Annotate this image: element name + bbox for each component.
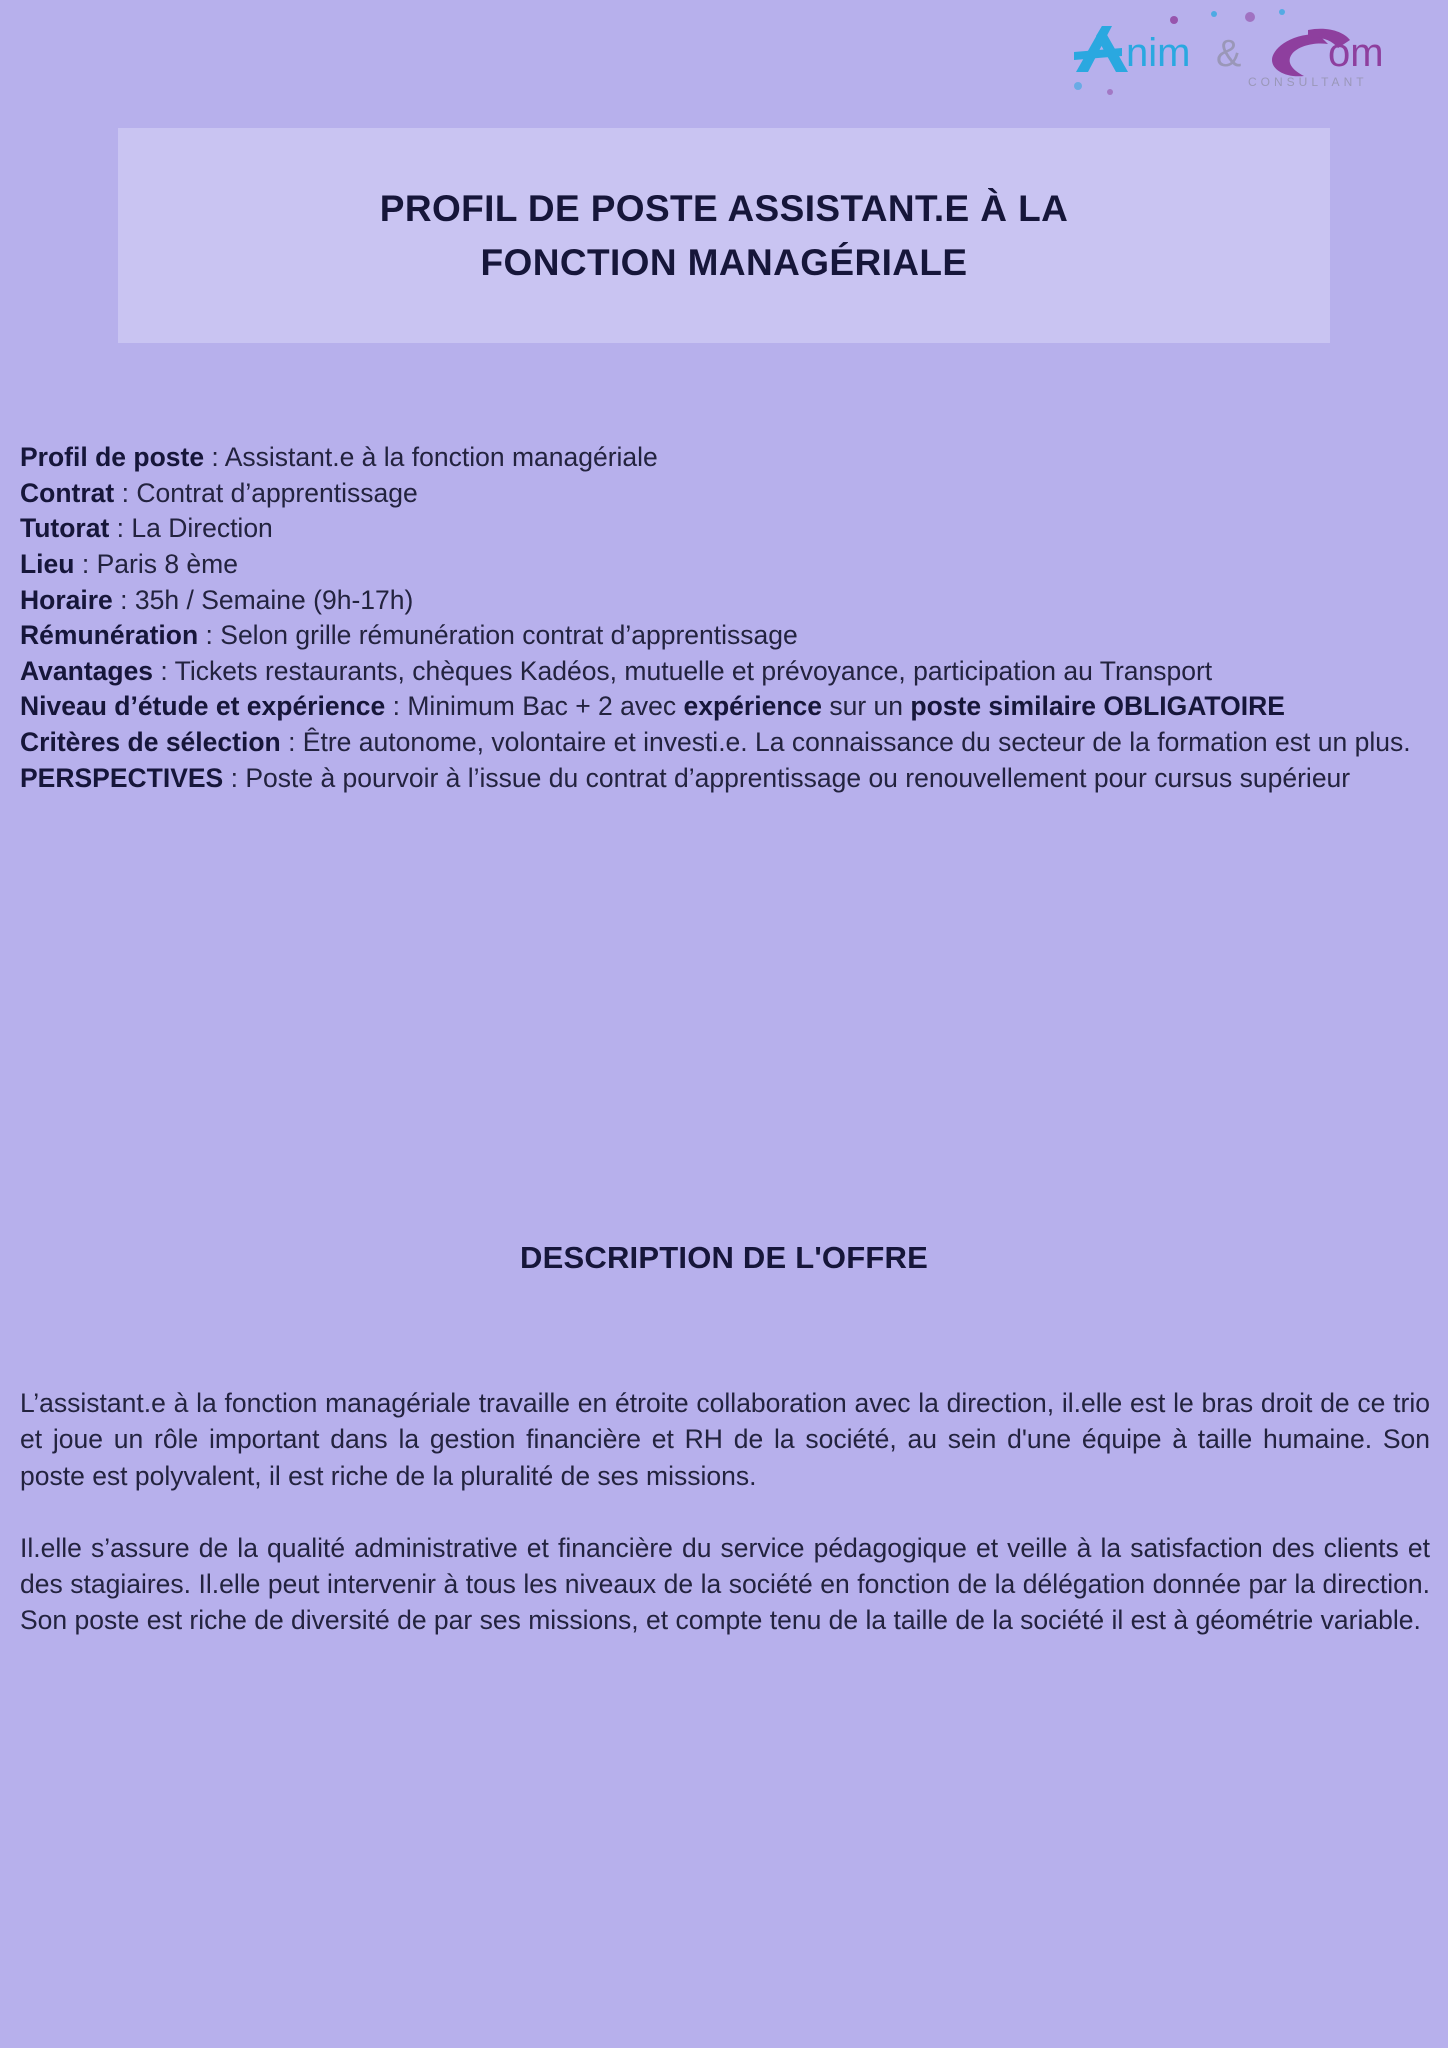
detail-separator: : xyxy=(385,691,408,722)
svg-text:CONSULTANT: CONSULTANT xyxy=(1248,75,1368,89)
detail-label: Horaire xyxy=(20,584,113,615)
detail-value: Tickets restaurants, chèques Kadéos, mutuelle et prévoyance, participation au Transport xyxy=(174,655,1213,686)
detail-value: Paris 8 ème xyxy=(96,548,238,579)
detail-label: Critères de sélection xyxy=(20,727,281,758)
detail-separator: : xyxy=(112,584,135,615)
page-title-line-2: FONCTION MANAGÉRIALE xyxy=(480,241,968,283)
detail-separator: : xyxy=(223,762,246,793)
detail-row-remuneration xyxy=(20,618,1430,654)
detail-value-middle: sur un xyxy=(822,691,911,722)
detail-separator: : xyxy=(114,477,137,508)
detail-label: Contrat xyxy=(20,477,115,508)
svg-text:nim: nim xyxy=(1126,31,1191,75)
detail-value: Minimum Bac + 2 avec xyxy=(407,691,684,722)
detail-row-lieu xyxy=(20,547,1430,583)
detail-value: Être autonome, volontaire et investi.e. La connaissance du secteur de la formation est un plus. xyxy=(302,727,1411,758)
detail-separator: : xyxy=(204,442,225,472)
description-paragraph-2 xyxy=(20,1530,1430,1639)
detail-label: Tutorat xyxy=(20,513,110,544)
detail-row-contrat xyxy=(20,476,1430,512)
detail-value: Assistant.e à la fonction managériale xyxy=(224,442,658,472)
detail-separator: : xyxy=(153,655,175,686)
detail-value: La Direction xyxy=(131,513,273,544)
detail-row-criteres-de-selection xyxy=(20,725,1430,761)
svg-text:&: & xyxy=(1216,33,1242,75)
detail-label: Niveau d’étude et expérience xyxy=(20,691,386,722)
description-paragraph-2-part-1: Il.elle s’assure de la qualité administrative et financière du service pédagogique et veille à la satisfaction des clients et des stagiaires. Il.elle peut intervenir à tous les niveaux de xyxy=(20,1532,1430,1600)
detail-row-tutorat xyxy=(20,511,1430,547)
detail-separator: : xyxy=(74,548,97,579)
detail-separator: : xyxy=(280,727,303,758)
detail-row-horaire xyxy=(20,583,1430,619)
detail-value: Selon grille rémunération contrat d’apprentissage xyxy=(220,620,798,651)
detail-value-emphasis-2: poste similaire OBLIGATOIRE xyxy=(910,691,1285,722)
page-title-banner xyxy=(118,128,1330,343)
detail-label: Avantages xyxy=(20,655,154,686)
offer-description xyxy=(20,1385,1430,1639)
company-logo xyxy=(1066,8,1396,98)
detail-value-emphasis-1: expérience xyxy=(683,691,822,722)
detail-label: Rémunération xyxy=(20,620,199,651)
detail-label: Lieu xyxy=(20,548,75,579)
detail-row-profil-de-poste xyxy=(20,440,1430,476)
section-heading-description: DESCRIPTION DE L'OFFRE xyxy=(520,1240,928,1275)
detail-separator: : xyxy=(198,620,221,651)
detail-value: 35h / Semaine (9h-17h) xyxy=(134,584,414,615)
detail-value: Poste à pourvoir à l’issue du contrat d’apprentissage ou renouvellement pour cursus supérieur xyxy=(245,762,1351,793)
description-paragraph-1: L’assistant.e à la fonction managériale travaille en étroite collaboration avec la direction, il.elle est le bras droit de ce trio et joue un rôle important dans la gestion financière et RH de la société, au sein d'une équipe à taille humaine. Son poste est polyvalent, il est riche de la pluralité de ses missions. xyxy=(20,1388,1430,1491)
detail-row-avantages xyxy=(20,654,1430,690)
detail-label: PERSPECTIVES xyxy=(20,762,224,793)
detail-label: Profil de poste xyxy=(20,442,205,472)
detail-value: Contrat d’apprentissage xyxy=(136,477,418,508)
detail-separator: : xyxy=(109,513,132,544)
detail-row-niveau-etude-experience xyxy=(20,689,1430,725)
description-paragraph-2-part-2: la société en fonction de la délégation donnée par la direction. Son poste est riche de diversité de par ses missions, et compte tenu de la taille de la société il est à géométrie variable. xyxy=(20,1569,1431,1636)
svg-text:om: om xyxy=(1328,31,1384,75)
job-details-list xyxy=(20,440,1430,796)
page-title-line-1: PROFIL DE POSTE ASSISTANT.E À LA xyxy=(379,187,1069,229)
detail-row-perspectives xyxy=(20,761,1430,797)
